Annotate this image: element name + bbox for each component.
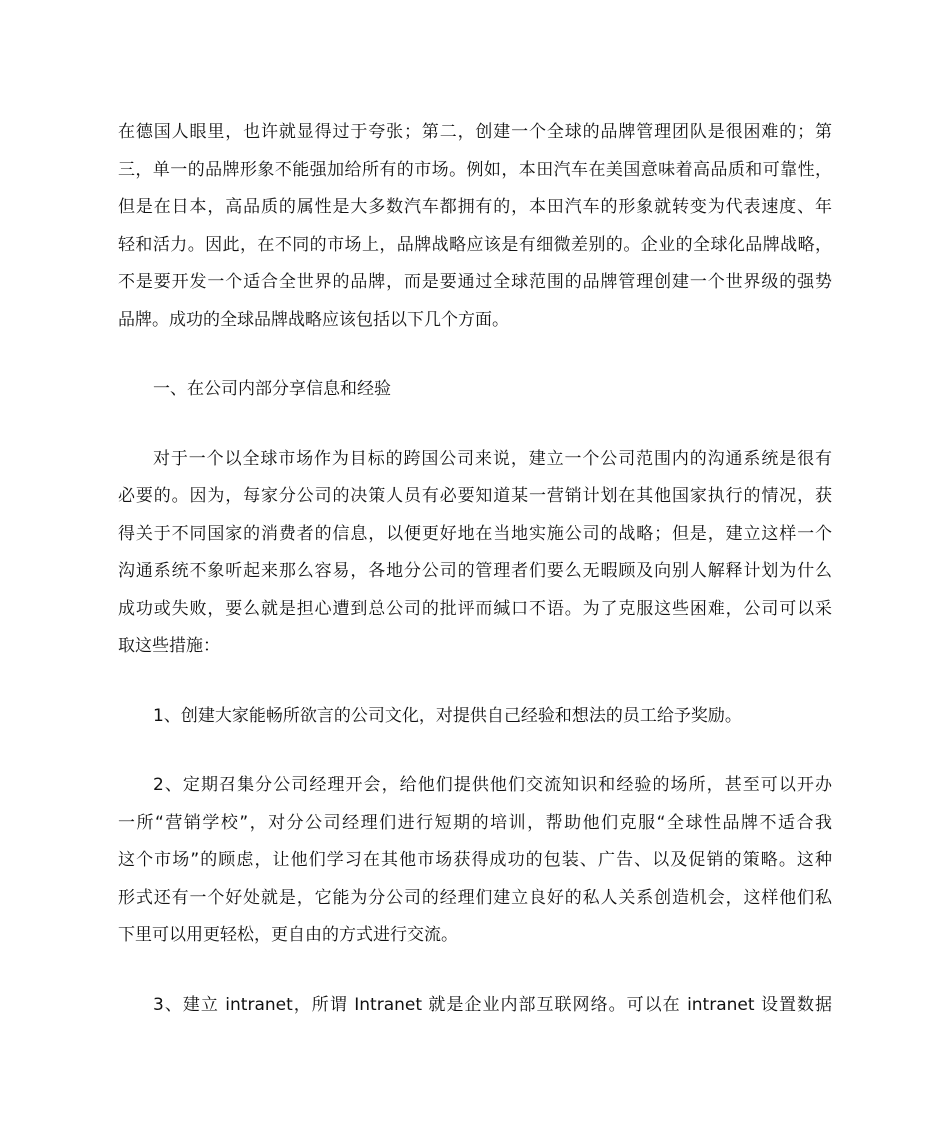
paragraph-spacer — [118, 955, 832, 987]
paragraph-spacer — [118, 409, 832, 441]
text-line: 但是在日本，高品质的属性是大多数汽车都拥有的，本田汽车的形象就转变为代表速度、年 — [118, 197, 832, 217]
text-line: 这个市场”的顾虑，让他们学习在其他市场获得成功的包装、广告、以及促销的策略。这种 — [118, 850, 832, 870]
paragraph-spacer — [118, 735, 832, 767]
text-line: 一所“营销学校”，对分公司经理们进行短期的培训，帮助他们克服“全球性品牌不适合我 — [118, 812, 832, 833]
text-line: 品牌。成功的全球品牌战略应该包括以下几个方面。 — [118, 309, 509, 330]
heading-text: 一、在公司内部分享信息和经验 — [153, 379, 391, 399]
paragraph-spacer — [118, 339, 832, 371]
text-line: 三，单一的品牌形象不能强加给所有的市场。例如，本田汽车在美国意味着高品质和可靠性， — [118, 159, 832, 180]
text-line: 对于一个以全球市场作为目标的跨国公司来说，建立一个公司范围内的沟通系统是很有 — [153, 448, 832, 469]
text-line: 形式还有一个好处就是，它能为分公司的经理们建立良好的私人关系创造机会，这样他们私 — [118, 887, 832, 908]
text-line: 不是要开发一个适合全世界的品牌，而是要通过全球范围的品牌管理创建一个世界级的强势 — [118, 272, 832, 292]
text-line: 1、创建大家能畅所欲言的公司文化，对提供自己经验和想法的员工给予奖励。 — [153, 705, 742, 726]
text-line: 沟通系统不象听起来那么容易，各地分公司的管理者们要么无暇顾及向别人解释计划为什么 — [118, 561, 832, 581]
list-item-intranet — [118, 987, 832, 1025]
text-line: 在德国人眼里，也许就显得过于夸张；第二，创建一个全球的品牌管理团队是很困难的；第 — [118, 122, 832, 142]
text-line: 轻和活力。因此，在不同的市场上，品牌战略应该是有细微差别的。企业的全球化品牌战略， — [118, 234, 832, 255]
document-page — [118, 114, 832, 1024]
list-item-culture — [118, 698, 832, 736]
text-line: 得关于不同国家的消费者的信息，以便更好地在当地实施公司的战略；但是，建立这样一个 — [118, 523, 832, 544]
text-line: 取这些措施： — [118, 636, 220, 656]
text-line: 3、建立 intranet，所谓 Intranet 就是企业内部互联网络。可以在 intranet 设置数据 — [153, 994, 832, 1015]
list-item-manager-meetings — [118, 767, 832, 955]
section-heading-share-info — [118, 371, 832, 409]
paragraph-spacer — [118, 666, 832, 698]
text-line: 成功或失败，要么就是担心遭到总公司的批评而缄口不语。为了克服这些困难，公司可以采 — [118, 598, 832, 619]
paragraph-brand-strategy — [118, 114, 832, 339]
text-line: 下里可以用更轻松，更自由的方式进行交流。 — [118, 925, 458, 945]
text-line: 2、定期召集分公司经理开会，给他们提供他们交流知识和经验的场所，甚至可以开办 — [153, 775, 832, 795]
text-line: 必要的。因为，每家分公司的决策人员有必要知道某一营销计划在其他国家执行的情况，获 — [118, 486, 832, 506]
paragraph-communication-system — [118, 441, 832, 666]
